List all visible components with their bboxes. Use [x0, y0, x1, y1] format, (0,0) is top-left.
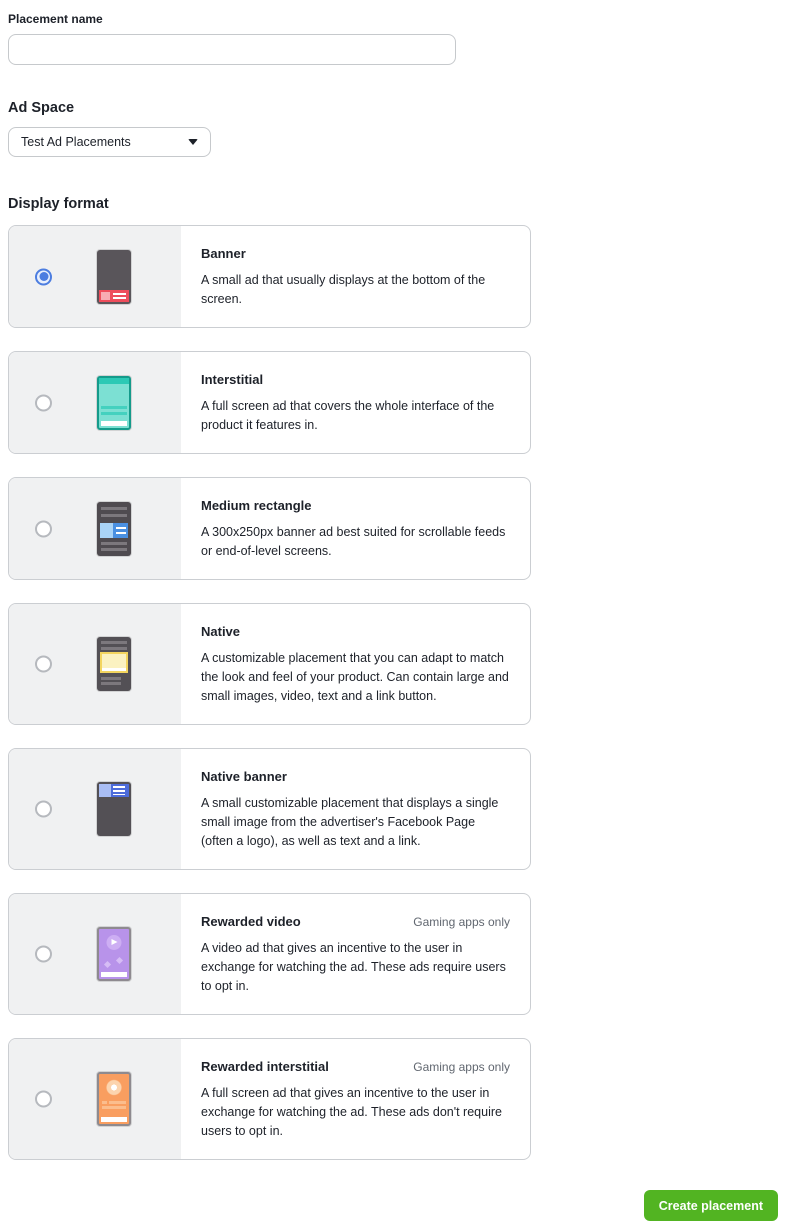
format-card-left-panel: [9, 226, 181, 327]
format-card-banner[interactable]: [8, 225, 531, 328]
create-placement-button[interactable]: Create placement: [644, 1190, 778, 1221]
format-badge: Gaming apps only: [413, 1060, 510, 1074]
format-radio-native[interactable]: [35, 656, 52, 673]
chevron-down-icon: [188, 139, 198, 145]
medium-rectangle-phone-icon: [97, 502, 131, 556]
format-radio-native-banner[interactable]: [35, 801, 52, 818]
interstitial-phone-icon: [97, 376, 131, 430]
placement-name-label: Placement name: [8, 12, 103, 26]
ad-space-heading: Ad Space: [8, 100, 75, 116]
native-banner-phone-icon: [97, 782, 131, 836]
format-description: A customizable placement that you can adapt to match the look and feel of your product. Can contain large and small images, video, text and a link button.: [201, 651, 509, 703]
format-card-left-panel: [9, 604, 181, 724]
rewarded-interstitial-phone-icon: [97, 1072, 131, 1126]
format-card-left-panel: [9, 352, 181, 453]
format-badge: Gaming apps only: [413, 915, 510, 929]
format-card-left-panel: [9, 478, 181, 579]
format-card-body: [181, 352, 530, 453]
display-format-heading: Display format: [8, 196, 109, 212]
format-title: Native banner: [201, 769, 287, 784]
format-card-body: [181, 226, 530, 327]
format-card-interstitial[interactable]: [8, 351, 531, 454]
format-card-body: [181, 1039, 530, 1159]
format-radio-banner[interactable]: [35, 268, 52, 285]
format-title: Rewarded video: [201, 914, 301, 929]
format-title: Interstitial: [201, 372, 264, 387]
placement-name-input[interactable]: [8, 34, 456, 65]
format-description: A small customizable placement that displays a single small image from the advertiser's Facebook Page (often a logo), as well as text and a link.: [201, 796, 499, 848]
display-format-list: [8, 225, 531, 1160]
format-radio-rewarded-video[interactable]: [35, 946, 52, 963]
format-description: A video ad that gives an incentive to the user in exchange for watching the ad. These ads require users to opt in.: [201, 941, 506, 993]
rewarded-video-phone-icon: [97, 927, 131, 981]
format-description: A full screen ad that covers the whole interface of the product it features in.: [201, 399, 495, 432]
format-card-rewarded-interstitial[interactable]: [8, 1038, 531, 1160]
banner-phone-icon: [97, 250, 131, 304]
format-card-left-panel: [9, 749, 181, 869]
format-title: Banner: [201, 246, 246, 261]
format-card-native-banner[interactable]: [8, 748, 531, 870]
format-card-body: [181, 749, 530, 869]
format-description: A full screen ad that gives an incentive to the user in exchange for watching the ad. These ads don't require users to opt in.: [201, 1086, 502, 1138]
format-card-rewarded-video[interactable]: [8, 893, 531, 1015]
format-title: Rewarded interstitial: [201, 1059, 329, 1074]
format-card-body: [181, 604, 530, 724]
format-card-left-panel: [9, 894, 181, 1014]
format-radio-interstitial[interactable]: [35, 394, 52, 411]
format-card-medium-rectangle[interactable]: [8, 477, 531, 580]
format-card-native[interactable]: [8, 603, 531, 725]
native-phone-icon: [97, 637, 131, 691]
format-description: A 300x250px banner ad best suited for scrollable feeds or end-of-level screens.: [201, 525, 506, 558]
ad-space-select[interactable]: [8, 127, 211, 157]
format-card-left-panel: [9, 1039, 181, 1159]
format-radio-medium-rectangle[interactable]: [35, 520, 52, 537]
format-description: A small ad that usually displays at the bottom of the screen.: [201, 273, 486, 306]
footer-actions: [8, 1190, 793, 1229]
format-card-body: [181, 894, 530, 1014]
format-title: Medium rectangle: [201, 498, 312, 513]
ad-space-selected-value: Test Ad Placements: [21, 135, 131, 149]
format-title: Native: [201, 624, 241, 639]
format-radio-rewarded-interstitial[interactable]: [35, 1091, 52, 1108]
format-card-body: [181, 478, 530, 579]
